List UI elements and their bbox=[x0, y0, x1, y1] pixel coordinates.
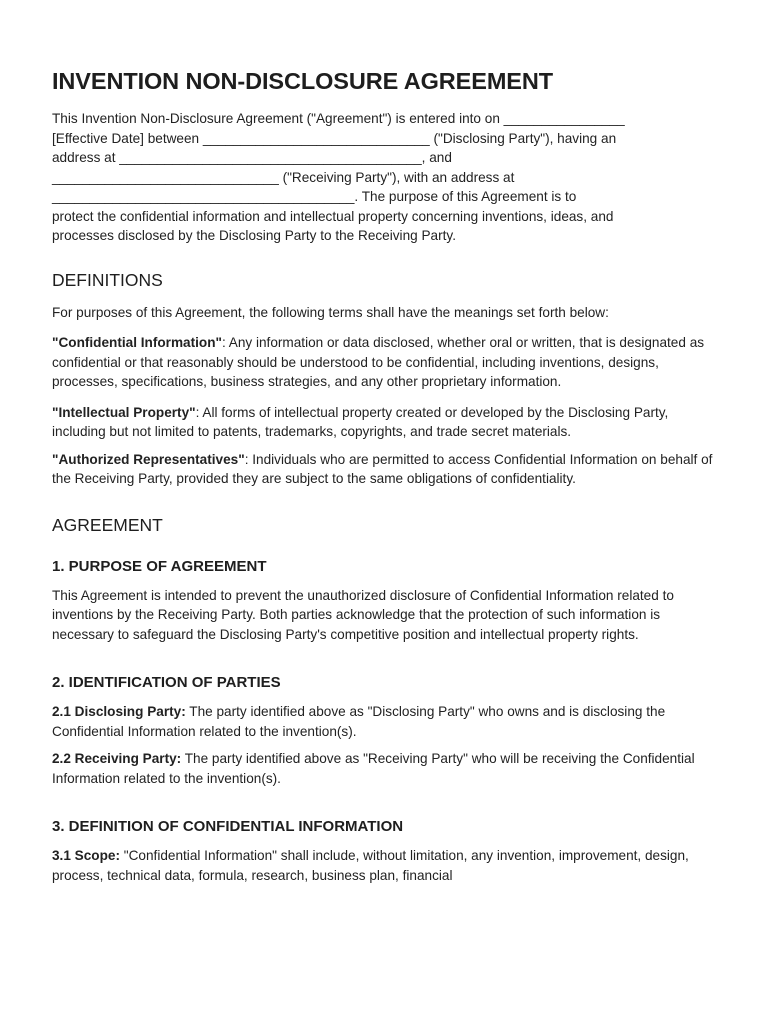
definition-text: : Any information or data disclosed, whether oral or written, that is designated as confidential or that reasonably should be understood to be confidential, including inventions, designs, processes, specifications, business strategies, and any other proprietary information. bbox=[52, 335, 705, 389]
clause-disclosing-party bbox=[52, 702, 720, 741]
definition-term: "Intellectual Property" bbox=[52, 404, 196, 420]
intro-line: This Invention Non-Disclosure Agreement ("Agreement") is entered into on ________________ bbox=[52, 111, 625, 126]
clause-scope bbox=[52, 846, 720, 885]
clause-text: The party identified above as "Receiving Party" who will be receiving the Confidential Information related to the invention(s). bbox=[52, 751, 695, 786]
definition-text: : All forms of intellectual property created or developed by the Disclosing Party, including but not limited to patents, trademarks, copyrights, and trade secret materials. bbox=[52, 404, 669, 439]
intro-line: ______________________________ ("Receiving Party"), with an address at bbox=[52, 169, 515, 185]
definition-intellectual-property bbox=[52, 403, 720, 442]
definition-term: "Confidential Information" bbox=[52, 335, 222, 350]
clause-text: The party identified above as "Disclosing Party" who owns and is disclosing the Confidential Information related to the invention(s). bbox=[52, 704, 666, 739]
document-title: INVENTION NON-DISCLOSURE AGREEMENT bbox=[52, 68, 554, 94]
section-heading-parties: 2. IDENTIFICATION OF PARTIES bbox=[52, 674, 281, 691]
clause-receiving-party bbox=[52, 749, 720, 788]
clause-label: 3.1 Scope: bbox=[52, 848, 120, 863]
intro-line: processes disclosed by the Disclosing Party to the Receiving Party. bbox=[52, 228, 456, 243]
definition-confidential-information bbox=[52, 333, 720, 392]
intro-paragraph bbox=[52, 109, 720, 246]
definitions-heading: DEFINITIONS bbox=[52, 269, 163, 290]
definition-term: "Authorized Representatives" bbox=[52, 451, 245, 467]
intro-line: [Effective Date] between ______________________________ ("Disclosing Party"), having an bbox=[52, 130, 617, 146]
intro-line: ________________________________________. The purpose of this Agreement is to bbox=[52, 189, 577, 204]
definitions-lead: For purposes of this Agreement, the following terms shall have the meanings set forth below: bbox=[52, 304, 609, 320]
agreement-heading: AGREEMENT bbox=[52, 514, 163, 535]
intro-line: protect the confidential information and intellectual property concerning inventions, ideas, and bbox=[52, 208, 614, 224]
definition-text: : Individuals who are permitted to access Confidential Information on behalf of the Receiving Party, provided they are subject to the same obligations of confidentiality. bbox=[52, 451, 713, 486]
section-body-purpose: This Agreement is intended to prevent the unauthorized disclosure of Confidential Information related to inventions by the Receiving Party. Both parties acknowledge that the protection of such information is necessary to safeguard the Disclosing Party's competitive position and intellectual property rights. bbox=[52, 587, 674, 642]
clause-text: "Confidential Information" shall include, without limitation, any invention, improvement, design, process, technical data, formula, research, business plan, financial bbox=[52, 848, 689, 883]
definition-authorized-representatives bbox=[52, 450, 720, 489]
intro-line: address at ________________________________________, and bbox=[52, 150, 452, 165]
section-heading-confidential-information: 3. DEFINITION OF CONFIDENTIAL INFORMATION bbox=[52, 818, 404, 835]
clause-label: 2.1 Disclosing Party: bbox=[52, 704, 186, 719]
clause-label: 2.2 Receiving Party: bbox=[52, 751, 182, 766]
section-heading-purpose: 1. PURPOSE OF AGREEMENT bbox=[52, 557, 267, 575]
